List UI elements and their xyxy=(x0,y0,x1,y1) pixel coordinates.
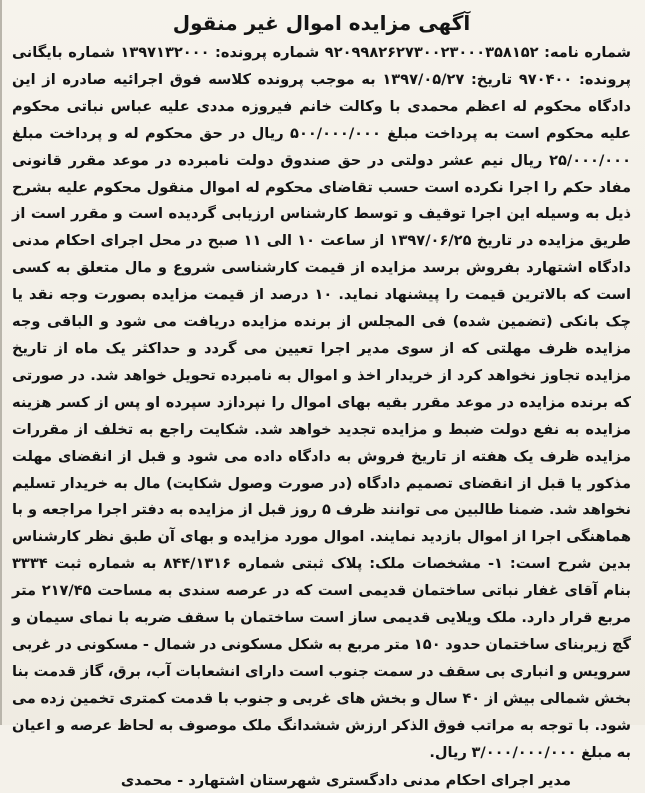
notice-title: آگهی مزایده اموال غیر منقول xyxy=(172,11,471,35)
notice-signature: مدیر اجرای احکام مدنی دادگستری شهرستان اشتهارد - محمدی xyxy=(120,772,571,790)
notice-body: شماره نامه: ۹۲۰۹۹۸۲۶۲۷۳۰۰۲۳۰۰۰۳۵۸۱۵۲ شماره پرونده: ۱۳۹۷۱۳۲۰۰۰ شماره بایگانی پرونده: ۹۷۰۴۰۰ تاریخ: ۱۳۹۷/۰۵/۲۷ به موجب پرونده کلاسه فوق اجرائیه صادره از این دادگاه محکوم له اعظم محمدی با وکالت خانم فیروزه مددی علیه عباس نباتی محکوم علیه محکوم است به پرداخت مبلغ ۵۰۰/۰۰۰/۰۰۰ ریال در حق محکوم له و پرداخت مبلغ ۲۵/۰۰۰/۰۰۰ ریال نیم عشر دولتی در حق صندوق دولت نامبرده در موعد مقرر قانونی مفاد حکم را اجرا نکرده است حسب تقاضای محکوم له اموال منقول محکوم علیه بشرح ذیل به وسیله این اجرا توقیف و توسط کارشناس ارزیابی گردیده است و مقرر است از طریق مزایده در تاریخ ۱۳۹۷/۰۶/۲۵ از ساعت ۱۰ الی ۱۱ صبح در محل اجرای احکام مدنی دادگاه اشتهارد بفروش برسد مزایده از قیمت کارشناسی شروع و مال متعلق به کسی است که بالاترین قیمت را پیشنهاد نماید. ۱۰ درصد از قیمت مزایده بصورت وجه نقد یا چک بانکی (تضمین شده) فی المجلس از برنده مزایده دریافت می شود و الباقی وجه مزایده ظرف مهلتی که از سوی مدیر اجرا تعیین می گردد و حداکثر یک ماه از تاریخ مزایده تجاوز نخواهد کرد از خریدار اخذ و اموال به نامبرده تحویل خواهد شد. در صورتی که برنده مزایده در موعد مقرر بقیه بهای اموال را نپردازد سپرده او پس از کسر هزینه مزایده به نفع دولت ضبط و مزایده تجدید خواهد شد. شکایت راجع به تخلف از مقررات مزایده ظرف یک هفته از تاریخ فروش به دادگاه داده می شود و قبل از انقضای مهلت مذکور یا قبل از انقضای تصمیم دادگاه (در صورت وصول شکایت) مال به خریدار تسلیم نخواهد شد. ضمنا طالبین می توانند ظرف ۵ روز قبل از مزایده به دفتر اجرا مراجعه و با هماهنگی اجرا از اموال بازدید نمایند. اموال مورد مزایده و بهای آن طبق نظر کارشناس بدین شرح است: ۱- مشخصات ملک: پلاک ثبتی شماره ۸۴۴/۱۳۱۶ به شماره ثبت ۳۳۳۴ بنام آقای غفار نباتی ساختمان قدیمی است که در عرصه سندی به مساحت ۲۱۷/۴۵ متر مربع قرار دارد. ملک ویلایی قدیمی ساز است ساختمان با سقف ضربه با نمای سیمان و گچ زیربنای ساختمان حدود ۱۵۰ متر مربع به شکل مسکونی در شمال - مسکونی در غربی سرویس و انباری بی سقف در سمت جنوب است دارای انشعابات آب، برق، گاز قدمت بنا بخش شمالی بیش از ۴۰ سال و بخش های غربی و جنوب با قدمت کمتری تخمین زده می شود. با توجه به مراتب فوق الذکر ارزش ششدانگ ملک موصوف به لحاظ عرصه و اعیان به مبلغ ۳/۰۰۰/۰۰۰/۰۰۰ ریال. xyxy=(12,44,632,761)
